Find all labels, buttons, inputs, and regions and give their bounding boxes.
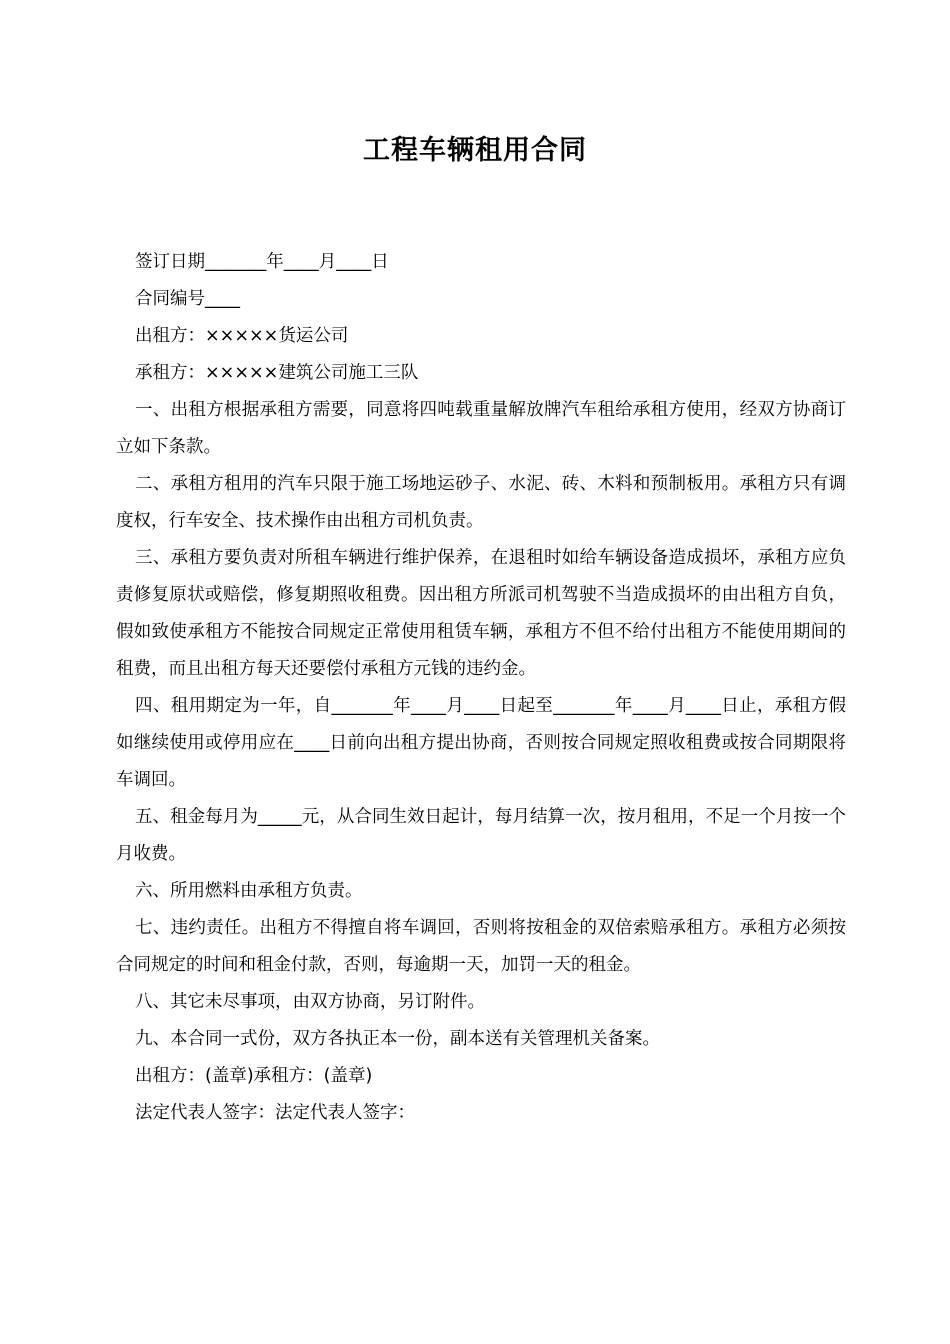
contract-number-line: 合同编号____ <box>135 289 240 309</box>
clause-4: 四、租用期定为一年，自_______年____月____日起至_______年____月____日止，承租方假如继续使用或停用应在____日前向出租方提出协商，否则按合同规定照收租费或按合同期限将车调回。 <box>116 696 846 790</box>
clause-9: 九、本合同一式份，双方各执正本一份，副本送有关管理机关备案。 <box>135 1029 660 1049</box>
signature-line: 法定代表人签字：法定代表人签字： <box>135 1103 415 1123</box>
seal-line: 出租方：(盖章)承租方：(盖章) <box>135 1066 373 1086</box>
document-title: 工程车辆租用合同 <box>363 135 587 166</box>
signing-date-line: 签订日期_______年____月____日 <box>135 252 389 272</box>
clause-8: 八、其它未尽事项，由双方协商，另订附件。 <box>135 992 485 1012</box>
lessor-line: 出租方：×××××货运公司 <box>135 326 349 346</box>
clause-1: 一、出租方根据承租方需要，同意将四吨载重量解放牌汽车租给承租方使用，经双方协商订立如下条款。 <box>116 400 846 457</box>
clause-6: 六、所用燃料由承租方负责。 <box>135 881 363 901</box>
document-body <box>116 244 846 1132</box>
clause-3: 三、承租方要负责对所租车辆进行维护保养，在退租时如给车辆设备造成损坏，承租方应负责修复原状或赔偿，修复期照收租费。因出租方所派司机驾驶不当造成损坏的由出租方自负，假如致使承租方不能按合同规定正常使用租赁车辆，承租方不但不给付出租方不能使用期间的租费，而且出租方每天还要偿付承租方元钱的违约金。 <box>116 548 846 679</box>
clause-5: 五、租金每月为_____元，从合同生效日起计，每月结算一次，按月租用，不足一个月按一个月收费。 <box>116 807 846 864</box>
lessee-line: 承租方：×××××建筑公司施工三队 <box>135 363 419 383</box>
clause-7: 七、违约责任。出租方不得擅自将车调回，否则将按租金的双倍索赔承租方。承租方必须按合同规定的时间和租金付款，否则，每逾期一天，加罚一天的租金。 <box>116 918 846 975</box>
clause-2: 二、承租方租用的汽车只限于施工场地运砂子、水泥、砖、木料和预制板用。承租方只有调度权，行车安全、技术操作由出租方司机负责。 <box>116 474 846 531</box>
